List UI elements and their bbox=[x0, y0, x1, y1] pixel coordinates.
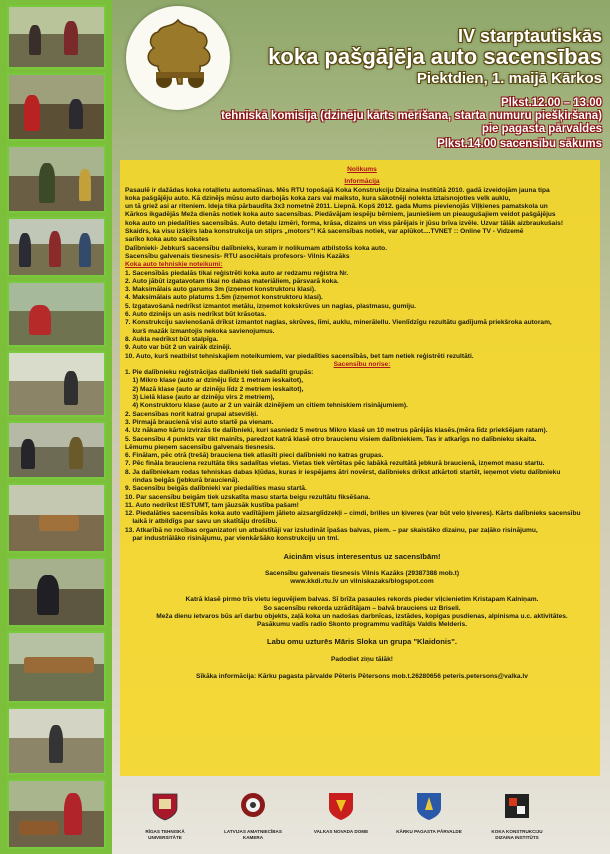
rtu-crest-icon bbox=[151, 790, 179, 822]
gear-icon bbox=[239, 790, 267, 822]
lak-logo bbox=[218, 790, 288, 840]
info-line: Pasaulē ir dažādas koka rotaļlietu automašīnas. Mēs RTU topošajā Koka Konstrukciju Dizaina institūtā 2010. gadā izveidojām jauna tipa bbox=[125, 186, 550, 194]
web-links: www.kkdi.rtu.lv un vilniskazaks/blogspot.com bbox=[290, 577, 434, 585]
race-item: 3. Pirmajā braucienā visi auto startē pa vienam. bbox=[125, 418, 274, 426]
race-item: 3) Lielā klase (auto ar dzinēju virs 2 metriem), bbox=[125, 394, 275, 402]
info-line: sarīko koka auto sacīkstes bbox=[125, 236, 209, 244]
rule-item: kurš mazāk izmantojis nekoka savienojumus. bbox=[125, 327, 275, 335]
race-item: 7. Pēc fināla brauciena rezultāta tiks sadalītas vietas. Vietas tiek vērtētas pēc labākā rezultātā jebkurā braucienā, izņemot masu startu. bbox=[125, 460, 545, 468]
rule-item: 3. Maksimālais auto garums 3m (izņemot konstruktoru klasi). bbox=[125, 286, 316, 294]
closing-line: Pasākumu vadīs radio Skonto programmu vadītājs Valdis Melderis. bbox=[257, 621, 467, 629]
race-item: 9. Sacensību beigās dalībnieki var piedalīties masu startā. bbox=[125, 485, 307, 493]
commission-info: tehniskā komisija (dzinēju kārts mērīšana, starta numuru piešķiršana) bbox=[221, 110, 602, 122]
commission-location: pie pagasta pārvaldes bbox=[481, 123, 602, 135]
photo-track bbox=[7, 351, 106, 417]
photo-racer bbox=[7, 281, 106, 347]
rule-item: 1. Sacensībās piedalās tikai reģistrēti koka auto ar redzamu reģistra Nr. bbox=[125, 269, 349, 277]
judge-contact: Sacensību galvenais tiesnesis Vilnis Kazāks (29387388 mob.t) bbox=[264, 569, 460, 577]
photo-driver bbox=[7, 557, 106, 627]
music-line: Labu omu uzturēs Māris Sloka un grupa "Klaidonis". bbox=[267, 638, 457, 647]
race-item: par industriālāko risinājumu, par vienkāršāko konstrukciju un tml. bbox=[125, 535, 339, 543]
race-item: rindas beigās (jebkurā braucienā). bbox=[125, 476, 240, 484]
rule-item: 4. Maksimālais auto platums 1.5m (izņemot konstruktoru klasi). bbox=[125, 294, 323, 302]
photo-girl-with-car bbox=[7, 779, 106, 849]
info-line: koka auto un piedalīties sacensībās. Auto detaļu izmēri, forma, krāsa, dizains un viss pārējais ir jūsu brīva izvēle. Uzvar tālāk aizbraukušais! bbox=[125, 219, 564, 227]
valka-logo bbox=[306, 790, 376, 835]
closing-line: Katrā klasē pirmo trīs vietu ieguvējiem balvas. Šī brīža pasaules rekords pieder viļcienietim Kristapam Kalniņam. bbox=[185, 596, 539, 604]
race-item: 6. Finālam, pēc otrā (trešā) brauciena tiek atlasīti pieci dalībnieki no katras grupas. bbox=[125, 452, 384, 460]
info-line: Dalībnieki- Jebkurš sacensību dalībnieks, kuram ir nolikumam atbilstošs koka auto. bbox=[125, 244, 388, 252]
race-item: 11. Auto nedrīkst IESTUMT, tam jāuzsāk kustība pašam! bbox=[125, 501, 299, 509]
regulations-text bbox=[125, 166, 599, 681]
rule-item: 7. Konstrukciju savienošanā drīkst izmantot naglas, skrūves, līmi, auklu, minerālellu. Vienlīdzīgu rezultātu gadījumā priekšroka autoram, bbox=[125, 319, 552, 327]
race-item: 2) Mazā klase (auto ar dzinēju līdz 2 metriem ieskaitot), bbox=[125, 385, 304, 393]
photo-children-with-cars bbox=[7, 5, 106, 69]
sponsor-logos bbox=[130, 790, 590, 850]
info-line: Skaidrs, ka visu izšķirs laba konstrukcija un stiprs „motors"! Kā sacensības notiek, var aplūkot....TVNET :: Online TV - Vidzemē bbox=[125, 228, 524, 236]
photo-crowd bbox=[7, 217, 106, 277]
rtu-logo bbox=[130, 790, 200, 840]
kkdi-logo bbox=[482, 790, 552, 840]
karki-caption: KĀRKU PAGASTA PĀRVALDE bbox=[396, 829, 462, 834]
race-item: 4. Uz nākamo kārtu izvirzās tie dalībnieki, kuri sasniedz 5 metrus Mikro klasē un 10 metrus pārējās klasēs.(mēra līdz priekšējam ratam). bbox=[125, 427, 548, 435]
race-item: 1. Pie dalībnieku reģistrācijas dalībnieki tiek sadalīti grupās: bbox=[125, 369, 314, 377]
event-logo bbox=[126, 6, 230, 110]
rule-item: 9. Auto var būt 2 un vairāk dzinēji. bbox=[125, 344, 232, 352]
karki-crest-icon bbox=[415, 790, 443, 822]
photo-event bbox=[7, 707, 106, 775]
contact-info: Sīkāka informācija: Kārku pagasta pārvalde Pēteris Pētersons mob.t.26280656 peteris.petersons@valka.lv bbox=[196, 673, 528, 681]
race-item: 13. Atkarībā no rocības organizatori un atbalstītāji var izsludināt īpašas balvas, piem. – par skaistāko dizainu, par zaļāko risinājumu, bbox=[125, 526, 538, 534]
info-title: Informācija bbox=[344, 178, 380, 186]
race-item: 10. Par sacensību beigām tiek uzskatīta masu starta beigu rezultātu fiksēšana. bbox=[125, 493, 371, 501]
photo-spectators bbox=[7, 421, 106, 479]
oak-leaf-car-icon bbox=[132, 14, 224, 102]
start-time: Plkst.14.00 sacensību sākums bbox=[437, 138, 602, 150]
race-item: 2. Sacensības norit katrai grupai atsevišķi. bbox=[125, 410, 259, 418]
kkdi-mark-icon bbox=[503, 790, 531, 822]
rules-title: Koka auto tehniskie noteikumi: bbox=[125, 261, 223, 269]
race-item: 4) Konstruktoru klase (auto ar 2 un vairāk dzinējiem un citiem tehniskiem risinājumiem). bbox=[125, 402, 408, 410]
kkdi-caption: KOKA KONSTRUKCIJU DIZAINA INSTITŪTS bbox=[491, 829, 543, 840]
valka-caption: VALKAS NOVADA DOME bbox=[313, 829, 369, 834]
karki-logo bbox=[394, 790, 464, 835]
race-item: 12. Piedalāties sacensībās koka auto vadītājiem jālieto aizsarglīdzekļi – cimdi, brilles un ķiveres (var būt velo ķiveres). Kārts dalībnieks sacensību bbox=[125, 510, 581, 518]
valka-crest-icon bbox=[327, 790, 355, 822]
title-line-1: IV starptautiskās bbox=[457, 26, 602, 46]
rule-item: 5. Izgatavošanā nedrīkst izmantot metālu, izņemot kokskrūves un naglas, plastmasu, gumiju. bbox=[125, 302, 416, 310]
time-registration: Plkst.12.00 – 13.00 bbox=[500, 97, 602, 109]
closing-line: Šo sacensību rekorda uzrādītājam – balvā brauciens uz Briseli. bbox=[263, 604, 461, 612]
rule-item: 8. Aukla nedrīkst būt stalpīga. bbox=[125, 335, 219, 343]
invitation: Aicinām visus interesentus uz sacensībām! bbox=[283, 553, 441, 562]
race-item: 1) Mikro klase (auto ar dzinēju līdz 1 metram ieskaitot), bbox=[125, 377, 304, 385]
rule-item: 6. Auto dzinējs un asis nedrīkst būt krāsotas. bbox=[125, 311, 267, 319]
race-title: Sacensību norise: bbox=[333, 360, 391, 368]
event-date: Piektdien, 1. maijā Kārkos bbox=[416, 70, 602, 87]
pass-on: Padodiet ziņu tālāk! bbox=[331, 655, 393, 663]
event-title: koka pašgājēja auto sacensības bbox=[268, 44, 602, 69]
section-title: Nolikums bbox=[347, 166, 377, 173]
photo-building-cars bbox=[7, 145, 106, 213]
info-line: koka pašgājēju auto. Kā dzinējs mūsu auto darbojās koka zars vai maiksto, kura sākotnēji nolekta iztaisnojoties velk auklu, bbox=[125, 194, 511, 202]
info-line: Sacensību galvenais tiesnesis- RTU asociētais profesors- Vilnis Kazāks bbox=[125, 252, 350, 260]
race-item: 5. Sacensību 4 punkts var tikt mainīts, paredzot katrā klasē otro braucienu visiem dalībniekiem. Tas ir atkarīgs no dalībnieku skaita. bbox=[125, 435, 537, 443]
race-item: laikā ir atbildīgs par savu un skatītāju drošību. bbox=[125, 518, 278, 526]
rule-item: 2. Auto jābūt izgatavotam tikai no dabas materiāliem, pārsvarā koka. bbox=[125, 277, 339, 285]
rtu-caption: RĪGAS TEHNISKĀ UNIVERSITĀTE bbox=[145, 829, 185, 840]
closing-line: Meža dienu ietvaros būs arī darbu objekts, zaļā koka un nadošas darbnīcas, izstādes, kopigas pusdienas, alpinisma u.c. aktivitātes. bbox=[156, 612, 568, 620]
race-item: 8. Ja dalībniekam rodas tehniskas dabas kļūdas, kuras ir iespējams ātri novērst, dalībnieks drīkst atkārtoti startēt, ieņemot vietu dalībnieku bbox=[125, 468, 561, 476]
photo-wooden-car bbox=[7, 483, 106, 553]
lak-caption: LATVIJAS AMATNIECĪBAS KAMERA bbox=[224, 829, 282, 840]
race-item: Lēmumu pieņem sacensību galvenais tiesnesis. bbox=[125, 443, 276, 451]
info-line: Kārkos ikgadējās Meža dienās notiek koka auto sacensības. Piedāvājam iespēju bērniem, jauniešiem un pieaugušajiem veidot pašgājējus bbox=[125, 211, 556, 219]
photo-workshop bbox=[7, 73, 106, 141]
photo-strip bbox=[0, 0, 112, 854]
photo-finish bbox=[7, 631, 106, 703]
info-line: un tā griež asi ar riteniem. Ideja tika pārbaudīta 3x3 nometnē 2011. Liepnā. Kopš 2012. gada Mums pievienojās Viļķienes pamatskola un bbox=[125, 203, 548, 211]
rule-item: 10. Auto, kurš neatbilst tehniskajiem noteikumiem, var piedalīties sacensībās, bet tam netiek reģistrēti rezultāti. bbox=[125, 352, 474, 360]
